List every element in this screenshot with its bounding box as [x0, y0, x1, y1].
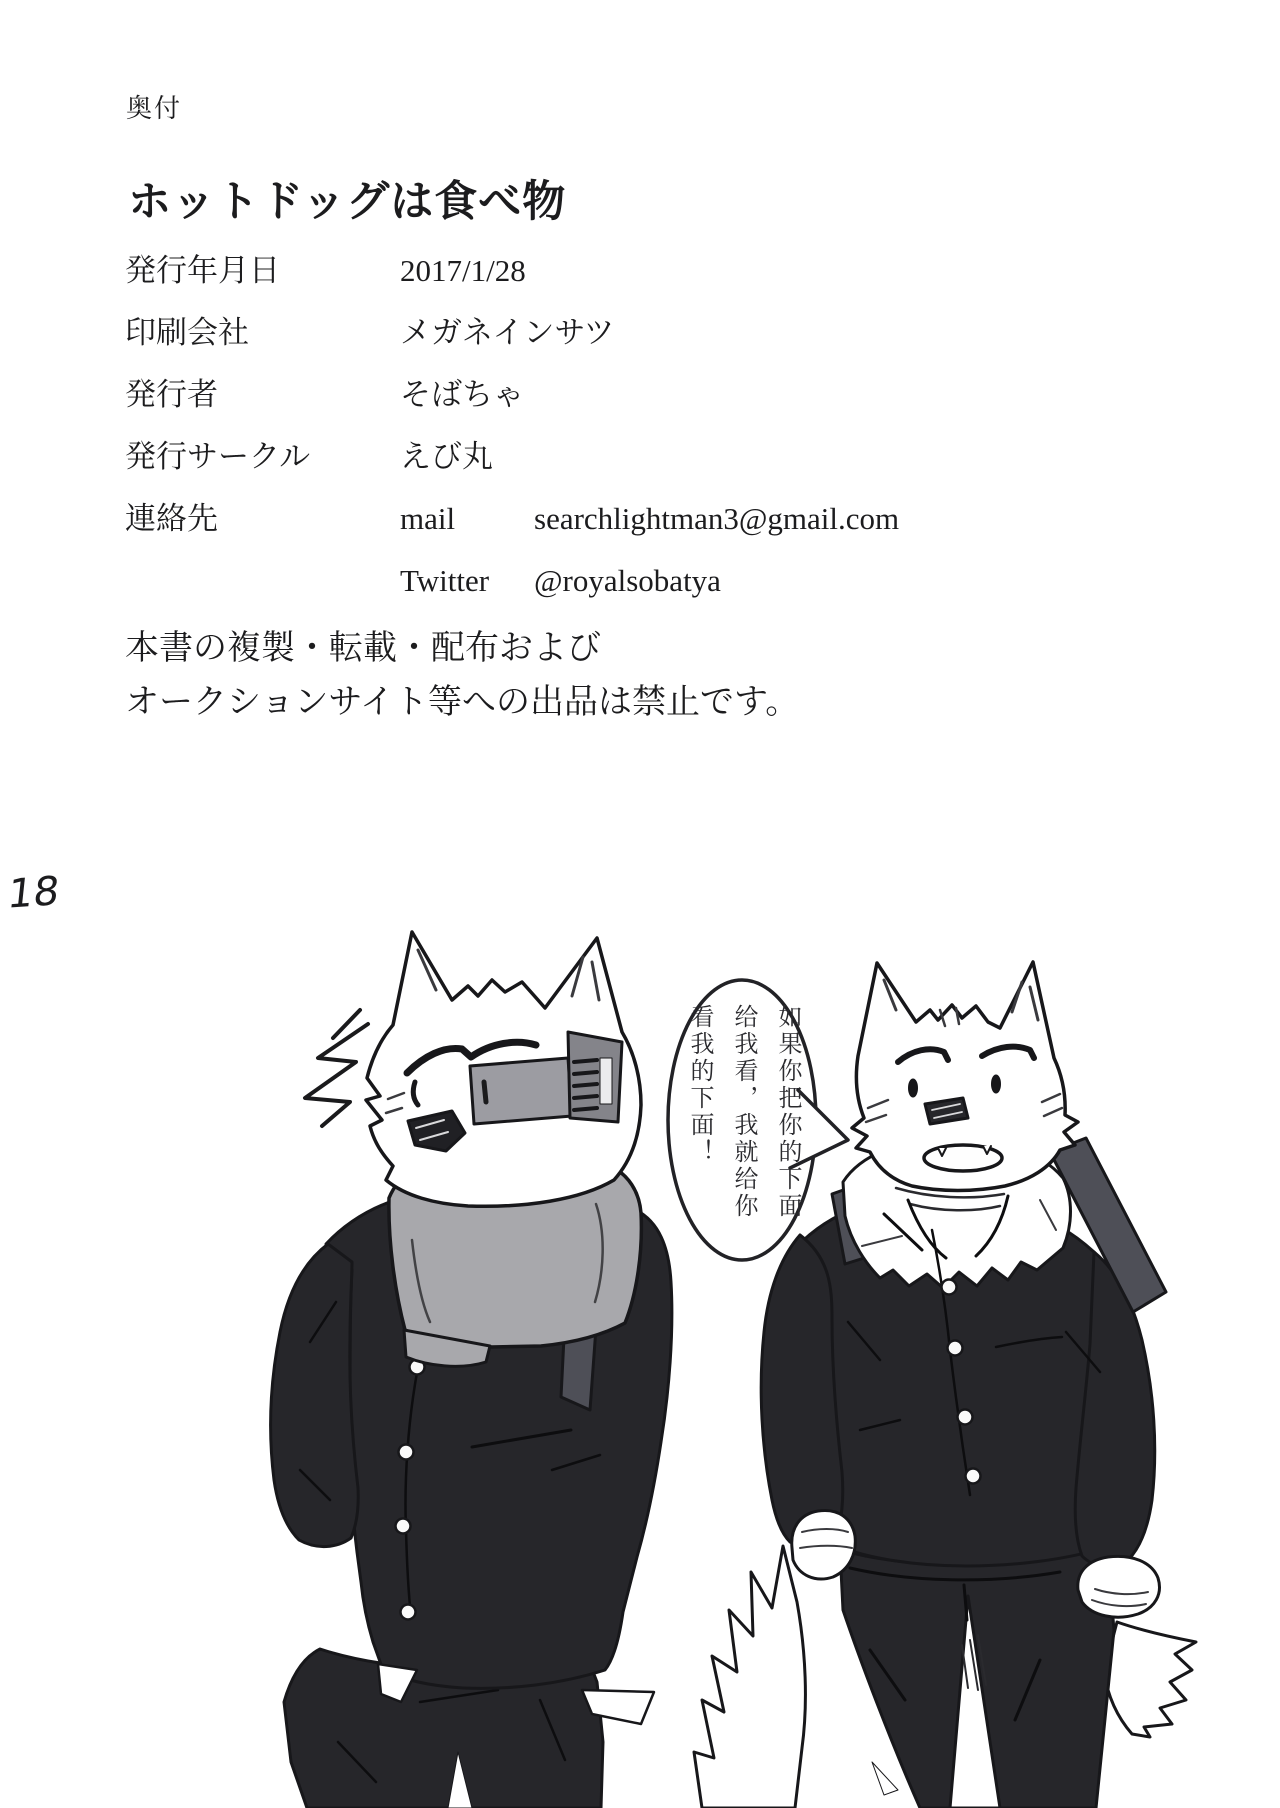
notice-line-2: オークションサイト等への出品は禁止です。: [125, 684, 800, 721]
doujin-title: ホットドッグは食べ物: [128, 179, 567, 226]
page-number: 18: [5, 868, 62, 918]
contact-twitter-label: Twitter: [400, 563, 490, 598]
earpiece-slot: [600, 1058, 612, 1104]
contact-twitter-handle: @royalsobatya: [534, 563, 721, 598]
tail-right-character: [1104, 1622, 1196, 1737]
info-label-contact: 連絡先: [125, 501, 218, 536]
info-row-printer: [125, 314, 899, 376]
info-value-publisher: そばちゃ: [400, 377, 524, 412]
info-label-printer: 印刷会社: [125, 315, 249, 350]
contact-mail-label: mail: [400, 501, 456, 536]
reproduction-notice: [125, 622, 799, 730]
knee-highlight: [872, 1762, 898, 1795]
fist-right-character-right: [1078, 1556, 1160, 1617]
eye-right-character-right: [992, 1075, 1001, 1093]
colophon-section-label: 奥付: [126, 94, 183, 123]
info-row-circle: [125, 438, 899, 500]
info-row-publisher: [125, 376, 899, 438]
sleeve-right-character-left: [761, 1235, 843, 1547]
notice-line-1: 本書の複製・転載・配布および: [125, 630, 601, 667]
eye-right-character-left: [909, 1079, 918, 1097]
nose-right-character: [925, 1098, 968, 1124]
info-label-publication-date: 発行年月日: [125, 253, 280, 288]
visor-dash: [484, 1082, 486, 1102]
sleeve-left-character: [271, 1244, 359, 1547]
info-value-circle: えび丸: [400, 439, 493, 474]
contact-mail-address: searchlightman3@gmail.com: [534, 501, 900, 536]
tail-left-character: [694, 1546, 805, 1808]
bubble-column-3: 看我的下面！: [686, 1004, 714, 1166]
info-label-circle: 発行サークル: [125, 439, 311, 474]
irritation-mark: [305, 1010, 368, 1126]
info-value-publication-date: 2017/1/28: [400, 253, 526, 288]
info-label-publisher: 発行者: [125, 377, 218, 412]
info-row-publication-date: [125, 252, 899, 314]
info-row-contact-mail: [125, 500, 899, 562]
character-right: [761, 962, 1196, 1808]
info-value-printer: メガネインサツ: [400, 315, 615, 350]
info-row-contact-twitter: [125, 562, 899, 624]
publication-info-table: [125, 252, 899, 624]
bubble-column-2: 给我看，我就给你: [730, 1004, 758, 1220]
speech-bubble-text: [678, 1004, 810, 1246]
bubble-column-1: 如果你把你的下面: [774, 1004, 802, 1220]
